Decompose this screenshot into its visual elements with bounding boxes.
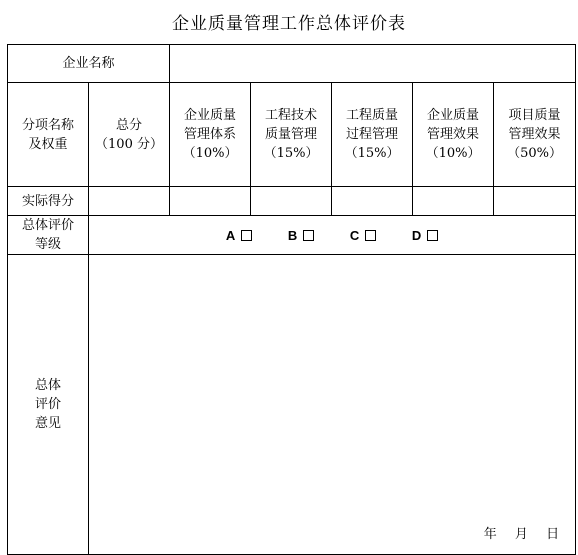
grade-option-b[interactable]: B [288,226,314,245]
evaluation-table [7,44,576,555]
category-header-management-effect: 企业质量 管理效果 （10%） [413,83,494,187]
date-line [484,525,559,544]
category-header-project-effect: 项目质量 管理效果 （50%） [494,83,576,187]
score-cell-management-effect[interactable] [413,187,494,216]
score-cell-project-effect[interactable] [494,187,576,216]
opinion-row [8,255,576,555]
category-header-technical-quality: 工程技术 质量管理 （15%） [251,83,332,187]
grade-options [89,216,576,255]
company-name-row [8,45,576,83]
opinion-field[interactable] [89,255,576,555]
grade-option-c[interactable]: C [350,226,376,245]
company-name-label: 企业名称 [8,45,170,83]
checkbox-icon[interactable] [241,230,252,241]
form-title: 企业质量管理工作总体评价表 [172,14,406,34]
actual-score-label: 实际得分 [8,187,89,216]
grade-row [8,216,576,255]
grade-option-d[interactable]: D [412,226,438,245]
date-month-label: 月 [514,527,528,542]
score-cell-process-management[interactable] [332,187,413,216]
grade-label: 总体评价 等级 [8,216,89,255]
category-header-process-management: 工程质量 过程管理 （15%） [332,83,413,187]
checkbox-icon[interactable] [427,230,438,241]
date-day-label: 日 [546,527,560,542]
date-year-label: 年 [483,527,497,542]
checkbox-icon[interactable] [365,230,376,241]
checkbox-icon[interactable] [303,230,314,241]
score-cell-technical-quality[interactable] [251,187,332,216]
header-row [8,83,576,187]
total-score-label: 总分 （100 分） [89,83,170,187]
company-name-field[interactable] [170,45,576,83]
score-cell-total[interactable] [89,187,170,216]
grade-option-a[interactable]: A [226,226,252,245]
score-cell-management-system[interactable] [170,187,251,216]
item-weight-label: 分项名称 及权重 [8,83,89,187]
category-header-management-system: 企业质量 管理体系 （10%） [170,83,251,187]
actual-score-row [8,187,576,216]
opinion-label: 总体 评价 意见 [8,255,89,555]
